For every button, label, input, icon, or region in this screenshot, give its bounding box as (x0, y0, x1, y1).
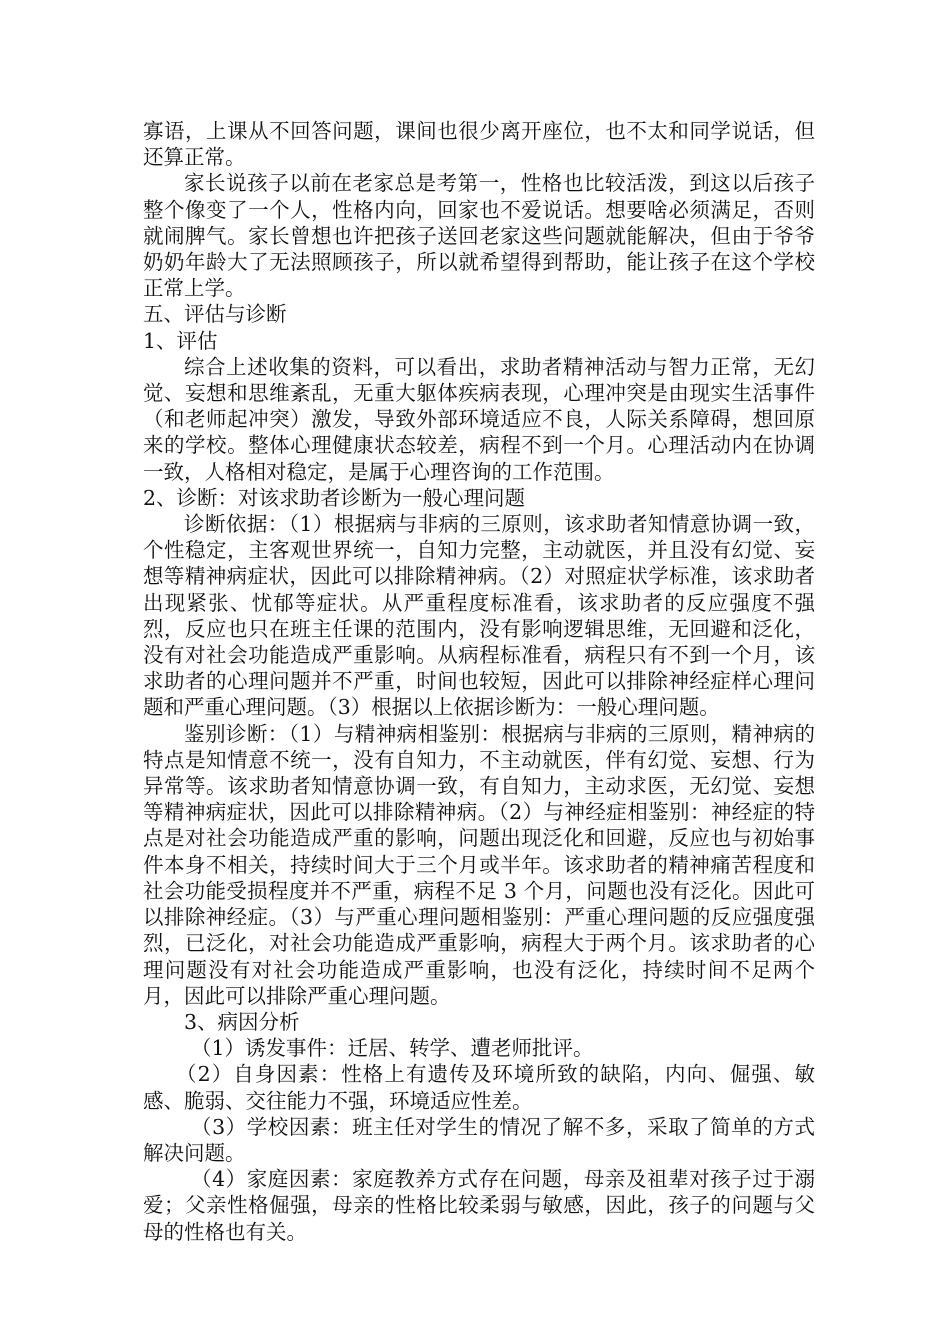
paragraph-family-factors: （4）家庭因素：家庭教养方式存在问题，母亲及祖辈对孩子过于溺爱；父亲性格倔强，母亲的性格比较柔弱与敏感，因此，孩子的问题与父母的性格也有关。 (143, 1167, 815, 1244)
subheading-assessment: 1、评估 (143, 328, 218, 353)
document-page (143, 118, 815, 1245)
paragraph-continuation: 寡语，上课从不回答问题，课间也很少离开座位，也不太和同学说话，但还算正常。 (143, 119, 815, 170)
paragraph-differential-diagnosis: 鉴别诊断：（1）与精神病相鉴别：根据病与非病的三原则，精神病的特点是知情意不统一，没有自知力，不主动就医，伴有幻觉、妄想、行为异常等。该求助者知情意协调一致，有自知力，主动求医，无幻觉、妄想等精神病症状，因此可以排除精神病。（2）与神经症相鉴别：神经症的特点是对社会功能造成严重的影响，问题出现泛化和回避，反应也与初始事件本身不相关，持续时间大于三个月或半年。该求助者的精神痛苦程度和社会功能受损程度并不严重，病程不足 3 个月，问题也没有泛化。因此可以排除神经症。（3）与严重心理问题相鉴别：严重心理问题的反应强度强烈，已泛化，对社会功能造成严重影响，病程大于两个月。该求助者的心理问题没有对社会功能造成严重影响，也没有泛化，持续时间不足两个月，因此可以排除严重心理问题。 (143, 721, 815, 1008)
paragraph-trigger-event: （1）诱发事件：迁居、转学、遭老师批评。 (191, 1036, 594, 1061)
subheading-diagnosis: 2、诊断：对该求助者诊断为一般心理问题 (143, 485, 526, 510)
paragraph-assessment: 综合上述收集的资料，可以看出，求助者精神活动与智力正常，无幻觉、妄想和思维紊乱，无重大躯体疾病表现，心理冲突是由现实生活事件（和老师起冲突）激发，导致外部环境适应不良，人际关系障碍，想回原来的学校。整体心理健康状态较差，病程不到一个月。心理活动内在协调一致，人格相对稳定，是属于心理咨询的工作范围。 (143, 354, 815, 484)
subheading-cause-analysis: 3、病因分析 (184, 1009, 300, 1034)
paragraph-school-factors: （3）学校因素：班主任对学生的情况了解不多，采取了简单的方式解决问题。 (143, 1114, 815, 1165)
section-heading-assessment-diagnosis: 五、评估与诊断 (143, 302, 287, 327)
paragraph-self-factors: （2）自身因素：性格上有遗传及环境所致的缺陷，内向、倔强、敏感、脆弱、交往能力不强，环境适应性差。 (143, 1062, 815, 1113)
paragraph-diagnosis-basis: 诊断依据：（1）根据病与非病的三原则，该求助者知情意协调一致，个性稳定，主客观世界统一，自知力完整，主动就医，并且没有幻觉、妄想等精神病症状，因此可以排除精神病。（2）对照症状学标准，该求助者出现紧张、忧郁等症状。从严重程度标准看，该求助者的反应强度不强烈，反应也只在班主任课的范围内，没有影响逻辑思维，无回避和泛化，没有对社会功能造成严重影响。从病程标准看，病程只有不到一个月，该求助者的心理问题并不严重，时间也较短，因此可以排除神经症样心理问题和严重心理问题。（3）根据以上依据诊断为：一般心理问题。 (143, 512, 815, 720)
paragraph-parent-report: 家长说孩子以前在老家总是考第一，性格也比较活泼，到这以后孩子整个像变了一个人，性格内向，回家也不爱说话。想要啥必须满足，否则就闹脾气。家长曾想也许把孩子送回老家这些问题就能解决，但由于爷爷奶奶年龄大了无法照顾孩子，所以就希望得到帮助，能让孩子在这个学校正常上学。 (143, 171, 815, 301)
